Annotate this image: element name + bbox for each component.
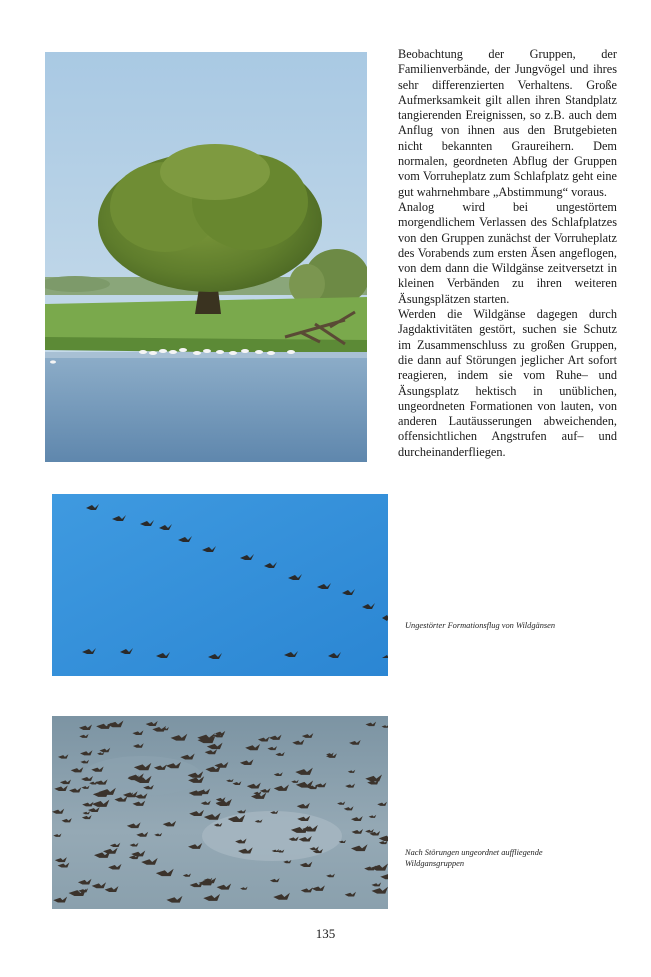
photo-goose-flock: [52, 716, 388, 909]
paragraph-2: Analog wird bei ungestörtem morgendlichem Verlassen des Schlafplatzes von den Gruppen zunächst der Vorruheplatz des Vorabends zum ersten Äsen angeflogen, von dem dann die Wildgänse zeitversetzt in kleinen Verbänden zu ihren weiteren Äsungsplätzen starten.: [398, 199, 617, 306]
article-body: [398, 47, 617, 460]
caption-flock: Nach Störungen ungeordnet auffliegende Wildgansgruppen: [405, 848, 543, 868]
photo-goose-formation: [52, 494, 388, 676]
paragraph-3: Werden die Wildgänse dagegen durch Jagdaktivitäten gestört, suchen sie Schutz im Zusammenschluss zu großen Gruppen, die dann auf Störungen jeglicher Art sofort reagieren, indem sie vom Ruhe– und Äsungsplatz hektisch in unüblichen, ungeordneten Formationen von lauten, von anderen Lautäusserungen abweichenden, offensichtlichen Angstrufen auf– und durcheinanderfliegen.: [398, 307, 617, 459]
caption-formation: Ungestörter Formationsflug von Wildgänsen: [405, 621, 556, 630]
page-number: 135: [315, 926, 336, 941]
paragraph-1: Beobachtung der Gruppen, der Familienverbände, der Jungvögel und ihres sehr differenzierten Verhaltens. Große Aufmerksamkeit gilt allen ihren Standplatz tangierenden Ereignissen, so z.B. auch dem Anflug von ihnen aus den Brutgebieten nicht bekannten Graureihern. Dem normalen, geordneten Abflug der Gruppen vom Vorruheplatz zum Schlafplatz geht eine gut wahrnehmbare „Abstimmung“ voraus.: [398, 47, 617, 199]
photo-tree-riverside: [45, 52, 367, 462]
